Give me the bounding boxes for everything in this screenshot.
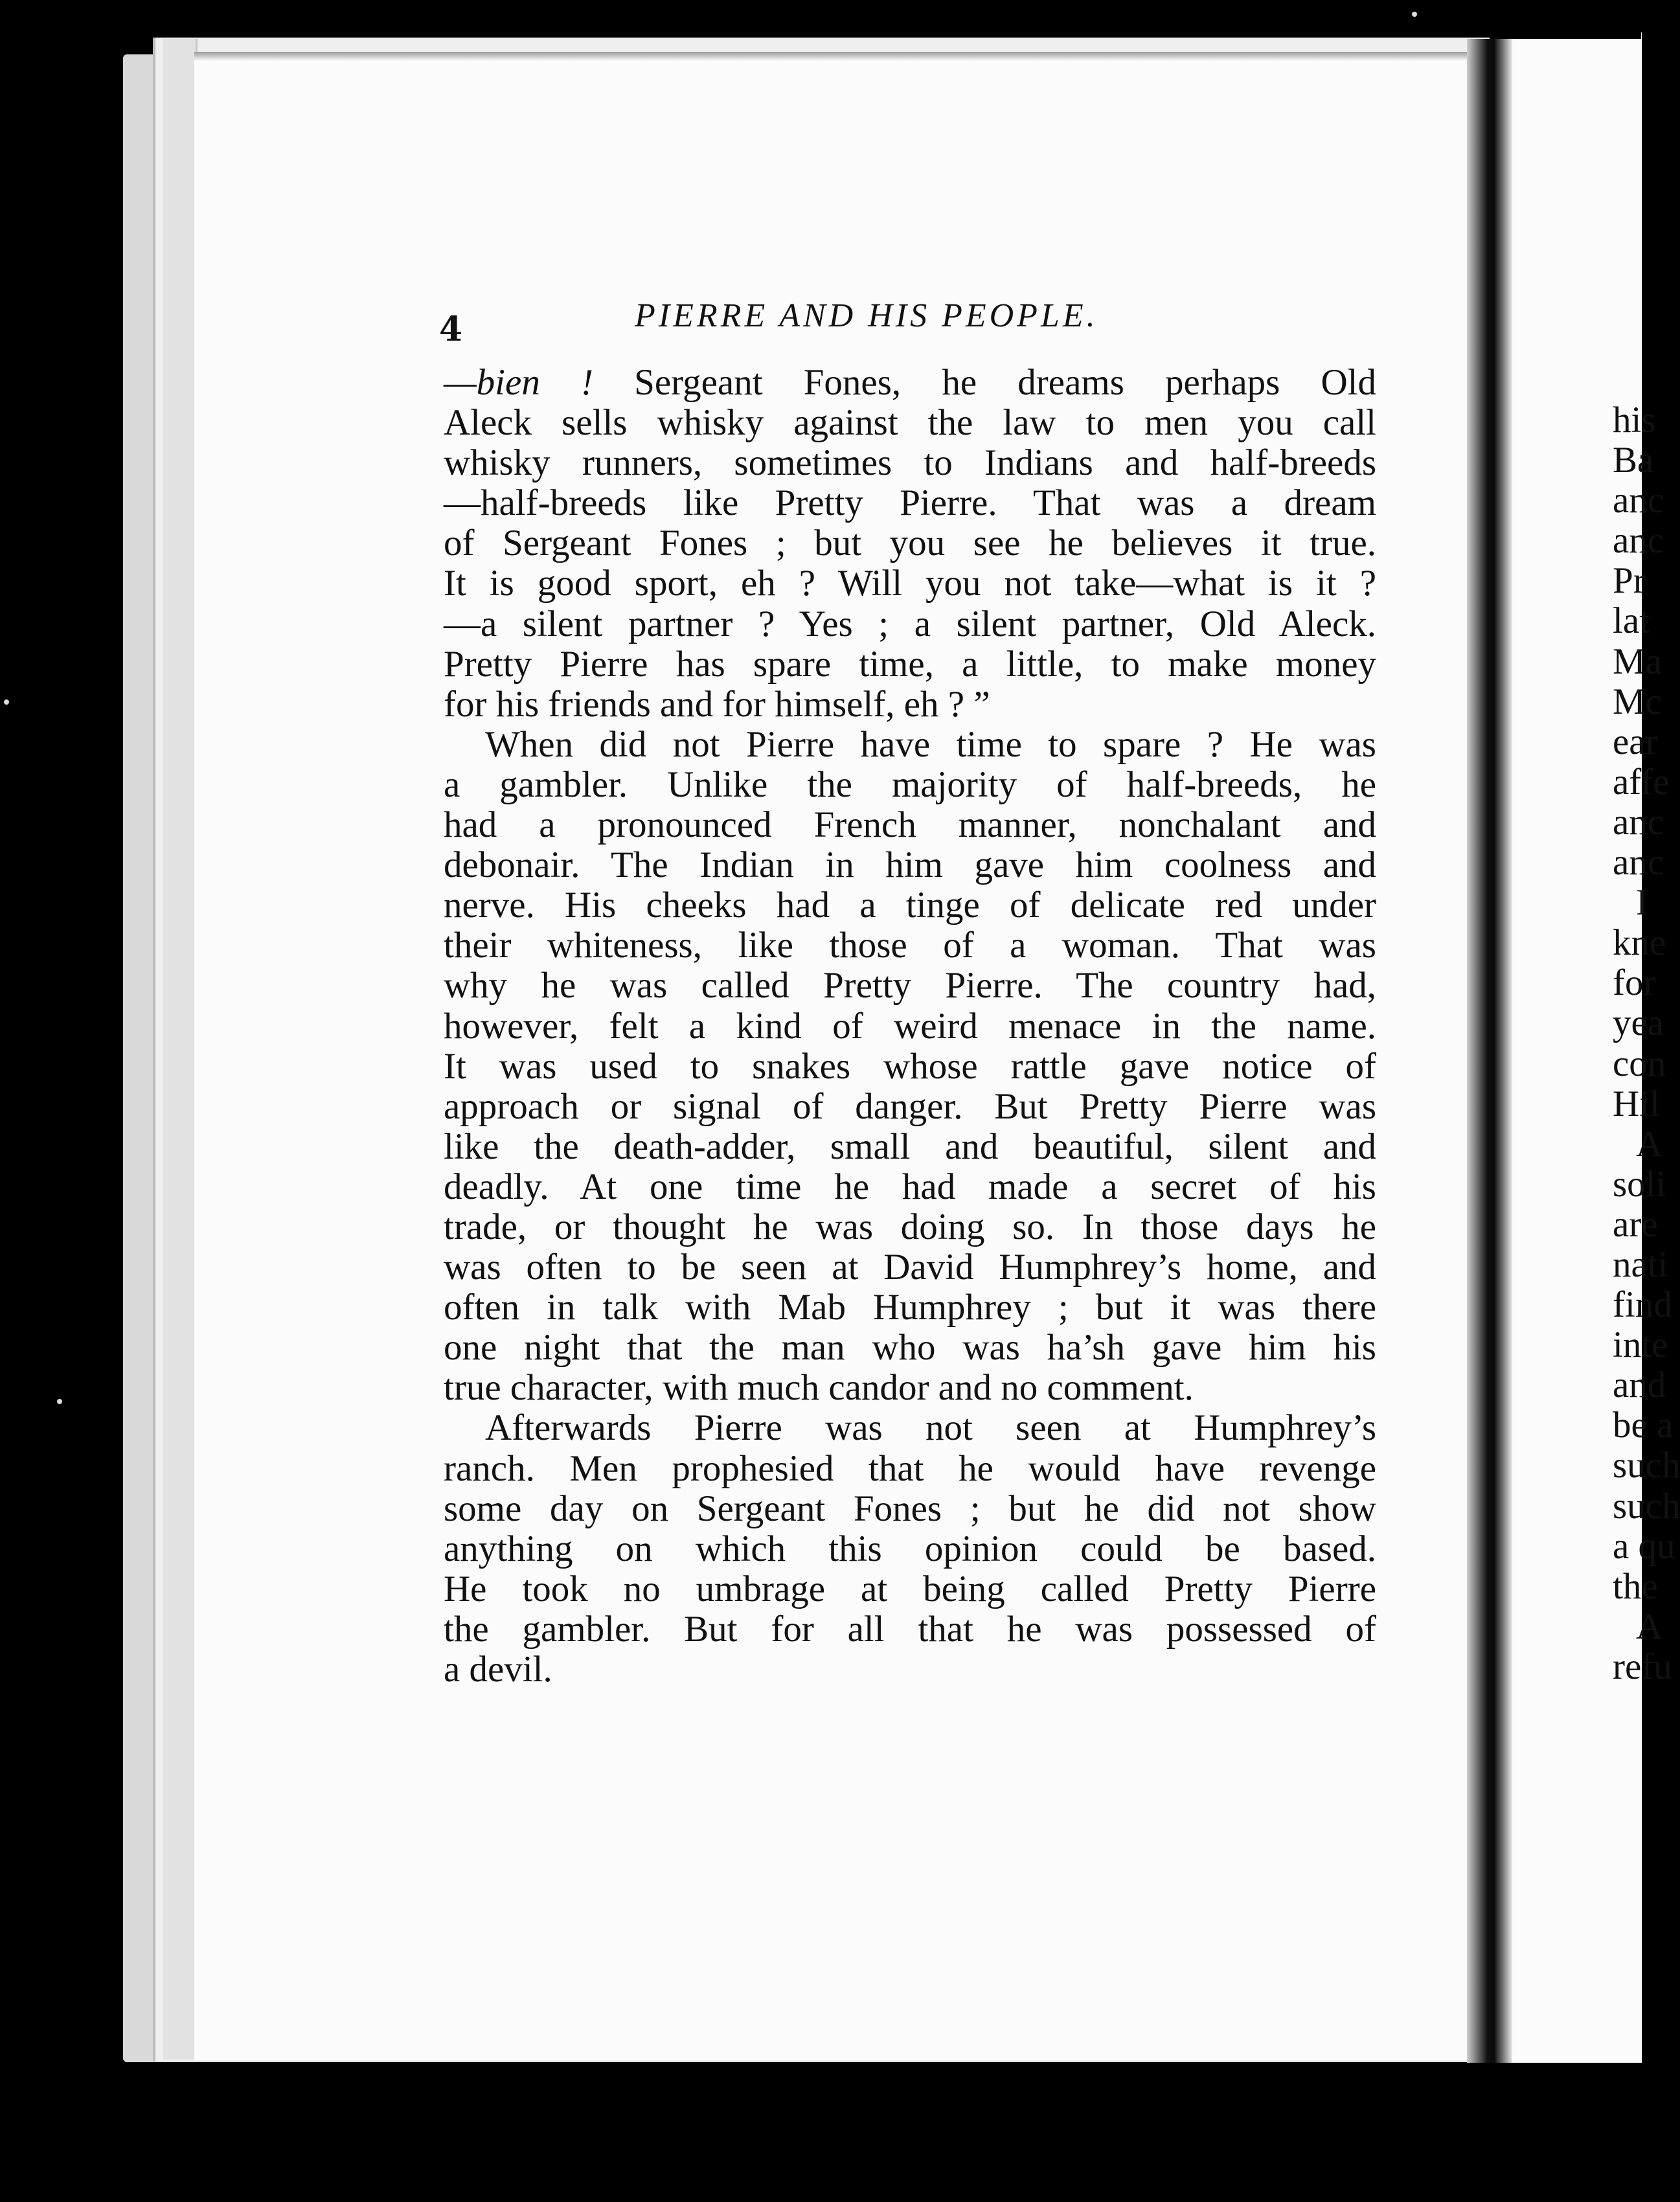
right-line-fragment: a qu	[1613, 1525, 1675, 1567]
text-line: was often to be seen at David Humphrey’s home, and	[444, 1247, 1376, 1288]
right-line-fragment: affe	[1613, 761, 1670, 802]
text-line: anything on which this opinion could be based.	[444, 1528, 1376, 1569]
right-line-fragment: Ma	[1613, 641, 1662, 682]
text-line: Afterwards Pierre was not seen at Humphrey’s	[485, 1407, 1376, 1449]
right-line-fragment: Hil	[1613, 1083, 1660, 1124]
right-line-fragment: inte	[1613, 1324, 1668, 1366]
text-line	[444, 363, 1376, 403]
text-line: their whiteness, like those of a woman. That was	[444, 925, 1376, 966]
page-top-shadow	[194, 52, 1467, 61]
right-line-fragment: find	[1613, 1284, 1672, 1326]
right-line-fragment: ear	[1613, 721, 1658, 762]
right-line-fragment: yea	[1613, 1003, 1664, 1044]
right-line-fragment: Pr	[1613, 560, 1646, 602]
text-line: a gambler. Unlike the majority of half-breeds, he	[444, 764, 1376, 805]
dust-speck	[1412, 12, 1417, 17]
text-line: for his friends and for himself, eh ? ”	[444, 683, 990, 725]
text-line: Aleck sells whisky against the law to men you call	[444, 402, 1376, 444]
text-line: —a silent partner ? Yes ; a silent partner, Old Aleck.	[444, 603, 1376, 644]
right-line-fragment: anc	[1613, 842, 1664, 883]
page-number: 4	[439, 310, 463, 349]
text-line: had a pronounced French manner, nonchalant and	[444, 804, 1376, 846]
text-line: —half-breeds like Pretty Pierre. That was a dream	[444, 482, 1376, 524]
italic-word: —bien !	[444, 362, 593, 403]
text-line: some day on Sergeant Fones ; but he did not show	[444, 1488, 1376, 1529]
right-line-fragment: for	[1613, 962, 1656, 1004]
text-line: When did not Pierre have time to spare ? He was	[485, 723, 1376, 765]
right-page-text	[1613, 400, 1680, 1687]
text-line: trade, or thought he was doing so. In those days he	[444, 1206, 1376, 1247]
right-line-fragment: kne	[1613, 922, 1666, 964]
right-line-fragment: such	[1613, 1485, 1680, 1527]
text-line: He took no umbrage at being called Pretty Pierre	[444, 1568, 1376, 1609]
right-line-fragment: such	[1613, 1445, 1680, 1486]
dust-speck	[4, 699, 9, 705]
text-line: like the death-adder, small and beautiful, silent and	[444, 1126, 1376, 1167]
right-line-fragment: are	[1613, 1203, 1658, 1245]
text-line: debonair. The Indian in him gave him coolness and	[444, 845, 1376, 886]
dust-speck	[57, 1399, 62, 1404]
body-text	[444, 363, 1376, 1690]
text-line: It was used to snakes whose rattle gave notice of	[444, 1045, 1376, 1087]
right-line-fragment: the	[1613, 1565, 1658, 1607]
right-line-fragment: anc	[1613, 801, 1664, 843]
text-line: of Sergeant Fones ; but you see he believes it true.	[444, 523, 1376, 564]
text-line: approach or signal of danger. But Pretty Pierre was	[444, 1085, 1376, 1127]
text-line: deadly. At one time he had made a secret of his	[444, 1166, 1376, 1207]
right-line-fragment: anc	[1613, 520, 1664, 562]
right-line-fragment: A	[1636, 1606, 1663, 1647]
running-title: PIERRE AND HIS PEOPLE.	[635, 297, 1098, 334]
text-line: however, felt a kind of weird menace in the name.	[444, 1005, 1376, 1047]
right-line-fragment: anc	[1613, 480, 1664, 521]
text-line: whisky runners, sometimes to Indians and half-breeds	[444, 442, 1376, 484]
right-line-fragment: A	[1636, 1123, 1663, 1164]
line-text: Sergeant Fones, he dreams perhaps Old	[593, 362, 1376, 403]
right-line-fragment: Mc	[1613, 681, 1662, 722]
right-line-fragment: nati	[1613, 1243, 1668, 1285]
text-line: one night that the man who was ha’sh gave him his	[444, 1327, 1376, 1368]
right-line-fragment: con	[1613, 1043, 1666, 1084]
text-line: why he was called Pretty Pierre. The country had,	[444, 965, 1376, 1006]
text-line: It is good sport, eh ? Will you not take—what is it ?	[444, 563, 1376, 604]
right-line-fragment: refu	[1613, 1646, 1672, 1687]
text-line: a devil.	[444, 1649, 552, 1690]
text-line: often in talk with Mab Humphrey ; but it was there	[444, 1287, 1376, 1328]
text-line: the gambler. But for all that he was possessed of	[444, 1608, 1376, 1650]
text-line: Pretty Pierre has spare time, a little, to make money	[444, 643, 1376, 685]
text-line: nerve. His cheeks had a tinge of delicate red under	[444, 885, 1376, 926]
text-line: ranch. Men prophesied that he would have revenge	[444, 1447, 1376, 1489]
right-line-fragment: Ba	[1613, 440, 1654, 481]
right-line-fragment: soli	[1613, 1163, 1666, 1205]
book-gutter	[1467, 39, 1512, 2063]
page-deckle-edge	[163, 39, 198, 2060]
right-line-fragment: I	[1636, 882, 1648, 924]
right-line-fragment: and	[1613, 1365, 1666, 1406]
right-line-fragment: lat	[1613, 600, 1650, 642]
right-line-fragment: his	[1613, 400, 1656, 440]
text-line: true character, with much candor and no comment.	[444, 1367, 1194, 1409]
right-line-fragment: be a	[1613, 1405, 1674, 1446]
